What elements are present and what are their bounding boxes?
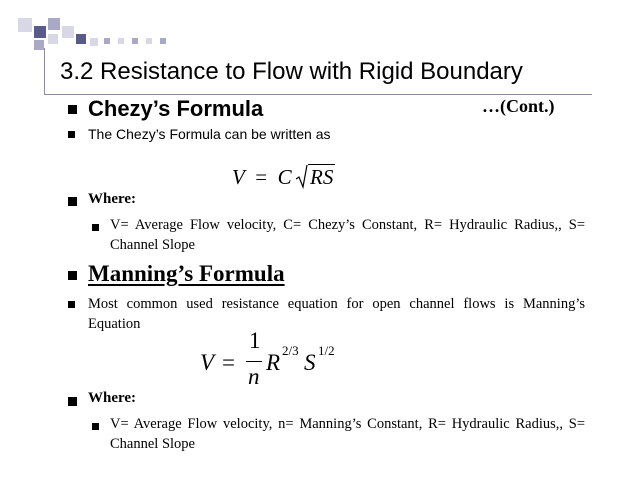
eq-equals: =	[222, 350, 235, 375]
eq-equals: =	[255, 165, 268, 189]
bullet-icon	[68, 271, 77, 280]
sqrt-icon	[296, 163, 308, 189]
slide-title: 3.2 Resistance to Flow with Rigid Boundary	[60, 58, 523, 85]
chezy-intro: The Chezy’s Formula can be written as	[88, 126, 331, 142]
manning-intro: Most common used resistance equation for open channel flows is Manning’s Equation	[88, 296, 585, 332]
eq-s: S	[304, 350, 316, 375]
eq-radicand: RS	[310, 165, 334, 189]
bullet-icon	[68, 197, 77, 206]
eq-r-exponent: 2/3	[282, 343, 299, 358]
eq-c: C	[277, 165, 292, 189]
title-left-rule	[44, 48, 45, 94]
eq-denominator: n	[248, 364, 260, 389]
sub-bullet-icon	[92, 224, 99, 231]
eq-v: V	[200, 350, 215, 375]
chezy-equation	[232, 163, 335, 193]
manning-definitions: V= Average Flow velocity, n= Manning’s Constant, R= Hydraulic Radius,, S= Channel Slope	[110, 416, 585, 452]
eq-numerator: 1	[249, 328, 261, 353]
chezy-definitions: V= Average Flow velocity, C= Chezy’s Constant, R= Hydraulic Radius,, S= Channel Slope	[110, 217, 585, 253]
bullet-icon	[68, 301, 75, 308]
chezy-heading: Chezy’s Formula	[88, 96, 264, 121]
manning-heading: Manning’s Formula	[88, 261, 285, 286]
eq-r: R	[266, 350, 281, 375]
bullet-icon	[68, 397, 77, 406]
manning-equation	[200, 330, 400, 396]
title-underline	[44, 94, 592, 95]
eq-s-exponent: 1/2	[318, 343, 335, 358]
fraction-bar	[246, 361, 262, 362]
continued-label: …(Cont.)	[482, 96, 555, 116]
eq-v: V	[232, 165, 245, 189]
chezy-where-label: Where:	[88, 191, 137, 207]
bullet-icon	[68, 131, 75, 138]
manning-where-label: Where:	[88, 390, 137, 406]
sub-bullet-icon	[92, 423, 99, 430]
bullet-icon	[68, 105, 77, 114]
